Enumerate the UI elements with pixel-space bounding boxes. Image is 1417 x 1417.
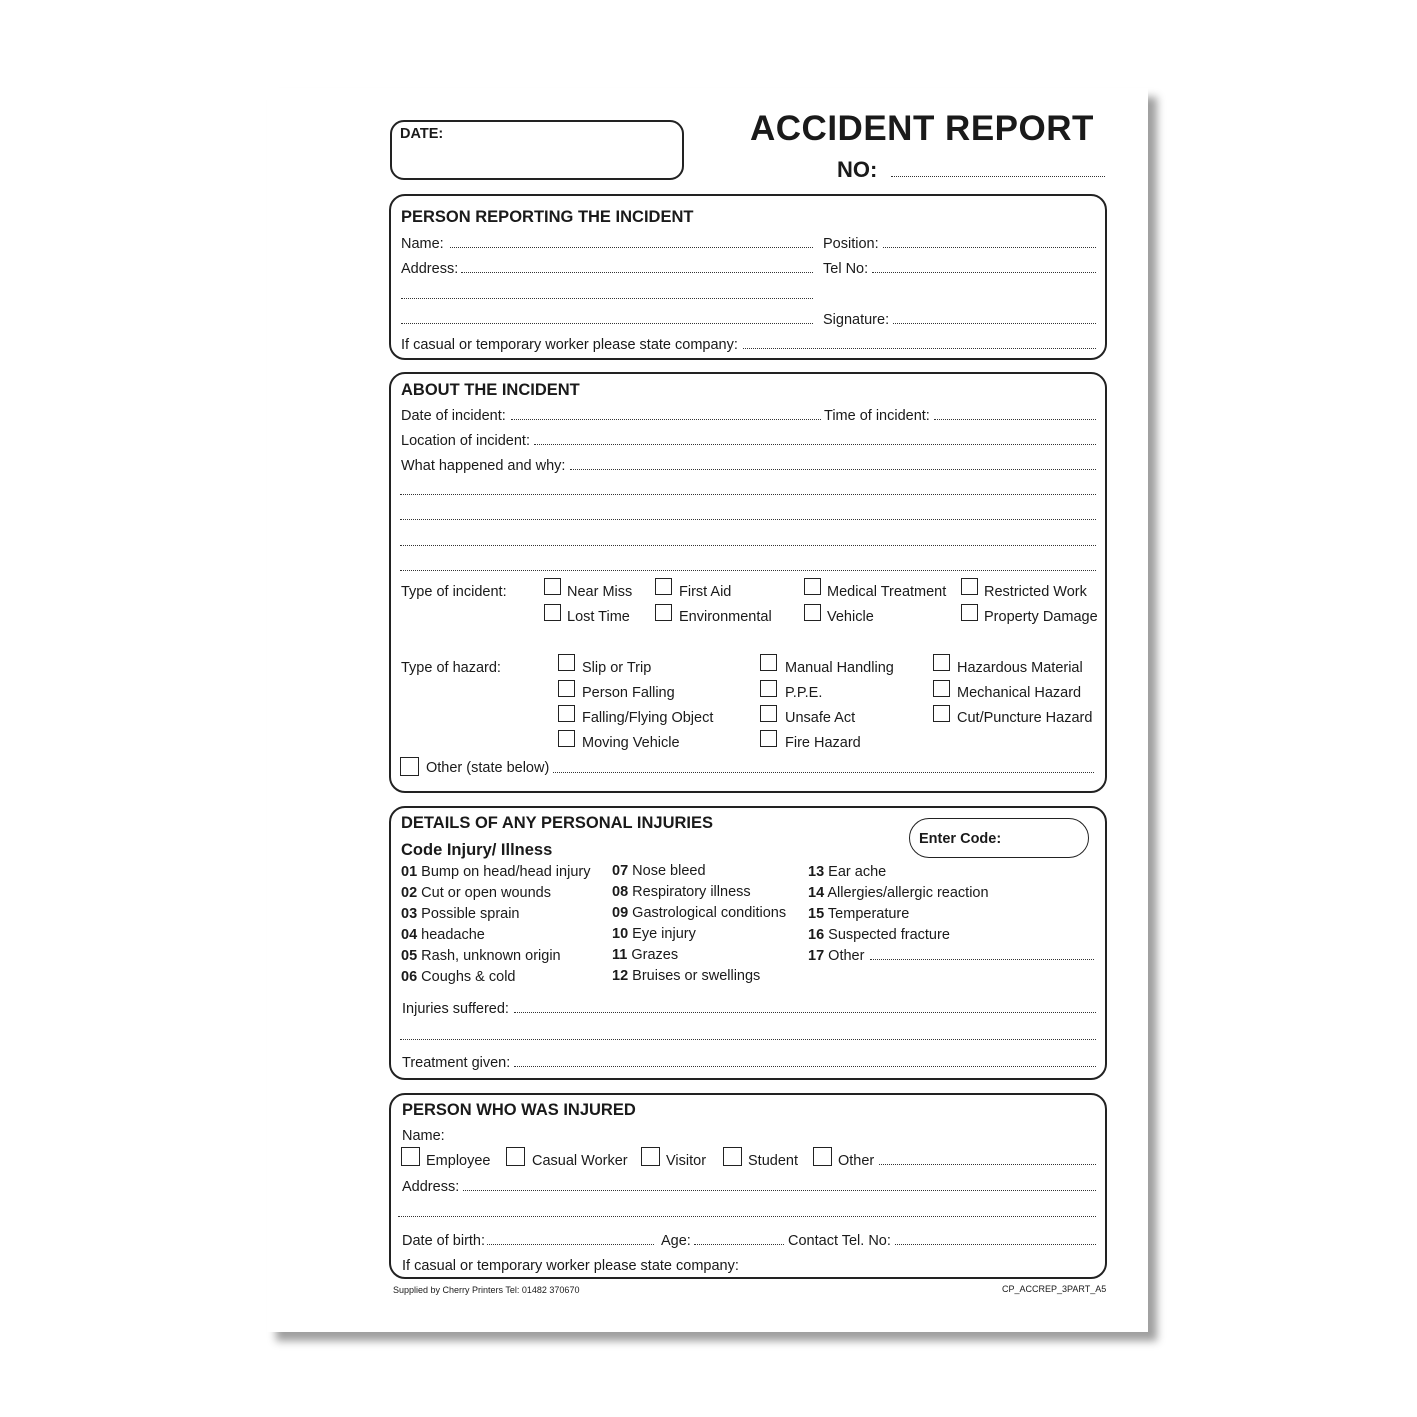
checkbox-environmental[interactable] bbox=[655, 604, 672, 621]
code-text: headache bbox=[421, 927, 485, 943]
option-environmental: Environmental bbox=[679, 609, 772, 625]
what-happened-field-4[interactable] bbox=[400, 545, 1096, 546]
code-item-13 bbox=[808, 864, 886, 880]
code-number: 11 bbox=[612, 947, 628, 963]
option-person-falling: Person Falling bbox=[582, 685, 675, 701]
option-casual-worker: Casual Worker bbox=[532, 1153, 628, 1169]
option-ppe: P.P.E. bbox=[785, 685, 823, 701]
code-text: Rash, unknown origin bbox=[421, 948, 561, 964]
reporter-tel-field[interactable] bbox=[872, 272, 1096, 273]
code-text: Allergies/allergic reaction bbox=[827, 885, 989, 901]
section-heading-person-injured: PERSON WHO WAS INJURED bbox=[402, 1101, 636, 1119]
dob-field[interactable] bbox=[487, 1244, 654, 1245]
code-text: Respiratory illness bbox=[632, 884, 751, 900]
checkbox-property-damage[interactable] bbox=[961, 604, 978, 621]
option-moving-vehicle: Moving Vehicle bbox=[582, 735, 680, 751]
code-item-09 bbox=[612, 905, 786, 921]
checkbox-other-person[interactable] bbox=[813, 1147, 832, 1166]
contact-tel-label: Contact Tel. No: bbox=[788, 1233, 891, 1249]
code-text: Bump on head/head injury bbox=[421, 864, 591, 880]
injuries-suffered-field-2[interactable] bbox=[400, 1039, 1096, 1040]
reporter-name-field[interactable] bbox=[450, 247, 813, 248]
code-item-02 bbox=[401, 885, 551, 901]
code-item-11 bbox=[612, 947, 678, 963]
checkbox-medical-treatment[interactable] bbox=[804, 578, 821, 595]
reporter-casual-label: If casual or temporary worker please state company: bbox=[401, 337, 738, 353]
checkbox-employee[interactable] bbox=[401, 1147, 420, 1166]
code-item-03 bbox=[401, 906, 520, 922]
option-medical-treatment: Medical Treatment bbox=[827, 584, 947, 600]
incident-location-field[interactable] bbox=[534, 444, 1096, 445]
checkbox-person-falling[interactable] bbox=[558, 680, 575, 697]
code-text: Possible sprain bbox=[421, 906, 520, 922]
checkbox-restricted-work[interactable] bbox=[961, 578, 978, 595]
option-employee: Employee bbox=[426, 1153, 491, 1169]
what-happened-field-2[interactable] bbox=[400, 494, 1096, 495]
other-person-field[interactable] bbox=[879, 1164, 1096, 1165]
code-item-05 bbox=[401, 948, 561, 964]
injured-address-label: Address: bbox=[402, 1179, 460, 1195]
code-number: 08 bbox=[612, 884, 629, 900]
code-text: Suspected fracture bbox=[828, 927, 950, 943]
checkbox-mechanical-hazard[interactable] bbox=[933, 680, 950, 697]
code-number: 07 bbox=[612, 863, 629, 879]
checkbox-fire-hazard[interactable] bbox=[760, 730, 777, 747]
reporter-casual-field[interactable] bbox=[743, 348, 1096, 349]
checkbox-slip-or-trip[interactable] bbox=[558, 654, 575, 671]
incident-date-label: Date of incident: bbox=[401, 408, 506, 424]
incident-time-label: Time of incident: bbox=[824, 408, 930, 424]
injured-address-field-1[interactable] bbox=[463, 1190, 1096, 1191]
reporter-address-field-3[interactable] bbox=[401, 323, 813, 324]
reporter-position-label: Position: bbox=[823, 236, 879, 252]
code-number: 04 bbox=[401, 927, 418, 943]
code-text: Other bbox=[828, 948, 865, 964]
code-text: Eye injury bbox=[632, 926, 696, 942]
what-happened-field-5[interactable] bbox=[400, 570, 1096, 571]
option-visitor: Visitor bbox=[666, 1153, 707, 1169]
option-manual-handling: Manual Handling bbox=[785, 660, 894, 676]
checkbox-unsafe-act[interactable] bbox=[760, 705, 777, 722]
option-mechanical-hazard: Mechanical Hazard bbox=[957, 685, 1082, 701]
code-text: Grazes bbox=[631, 947, 679, 963]
checkbox-visitor[interactable] bbox=[641, 1147, 660, 1166]
option-slip-or-trip: Slip or Trip bbox=[582, 660, 652, 676]
code-other-field[interactable] bbox=[870, 959, 1094, 960]
what-happened-field-3[interactable] bbox=[400, 519, 1096, 520]
code-text: Bruises or swellings bbox=[632, 968, 761, 984]
checkbox-ppe[interactable] bbox=[760, 680, 777, 697]
reporter-address-field-1[interactable] bbox=[461, 272, 813, 273]
code-number: 10 bbox=[612, 926, 629, 942]
enter-code-label: Enter Code: bbox=[919, 831, 1002, 847]
checkbox-near-miss[interactable] bbox=[544, 578, 561, 595]
code-text: Temperature bbox=[827, 906, 910, 922]
dob-label: Date of birth: bbox=[402, 1233, 486, 1249]
age-field[interactable] bbox=[694, 1244, 784, 1245]
hazard-type-label: Type of hazard: bbox=[401, 660, 501, 676]
option-restricted-work: Restricted Work bbox=[984, 584, 1087, 600]
checkbox-moving-vehicle[interactable] bbox=[558, 730, 575, 747]
code-item-15 bbox=[808, 906, 909, 922]
code-item-12 bbox=[612, 968, 760, 984]
checkbox-casual-worker[interactable] bbox=[506, 1147, 525, 1166]
code-number: 02 bbox=[401, 885, 418, 901]
option-falling-flying-object: Falling/Flying Object bbox=[582, 710, 714, 726]
code-item-01 bbox=[401, 864, 590, 880]
incident-time-field[interactable] bbox=[934, 419, 1096, 420]
option-student: Student bbox=[748, 1153, 798, 1169]
option-lost-time: Lost Time bbox=[567, 609, 630, 625]
code-text: Coughs & cold bbox=[421, 969, 516, 985]
code-text: Cut or open wounds bbox=[421, 885, 551, 901]
checkbox-first-aid[interactable] bbox=[655, 578, 672, 595]
code-number: 17 bbox=[808, 948, 825, 964]
code-item-16 bbox=[808, 927, 950, 943]
checkbox-manual-handling[interactable] bbox=[760, 654, 777, 671]
code-number: 06 bbox=[401, 969, 418, 985]
injuries-suffered-field-1[interactable] bbox=[514, 1012, 1096, 1013]
code-item-10 bbox=[612, 926, 696, 942]
date-label: DATE: bbox=[400, 126, 444, 142]
checkbox-vehicle[interactable] bbox=[804, 604, 821, 621]
code-number: 16 bbox=[808, 927, 825, 943]
injured-name-label: Name: bbox=[402, 1128, 445, 1144]
product-code: CP_ACCREP_3PART_A5 bbox=[1002, 1284, 1107, 1294]
checkbox-student[interactable] bbox=[723, 1147, 742, 1166]
reporter-position-field[interactable] bbox=[883, 247, 1096, 248]
incident-type-label: Type of incident: bbox=[401, 584, 507, 600]
checkbox-hazardous-material[interactable] bbox=[933, 654, 950, 671]
code-text: Nose bleed bbox=[632, 863, 706, 879]
option-first-aid: First Aid bbox=[679, 584, 732, 600]
injured-address-field-2[interactable] bbox=[398, 1216, 1096, 1217]
code-number: 01 bbox=[401, 864, 418, 880]
injuries-suffered-label: Injuries suffered: bbox=[402, 1001, 509, 1017]
reporter-address-field-2[interactable] bbox=[401, 298, 813, 299]
option-near-miss: Near Miss bbox=[567, 584, 633, 600]
form-title: ACCIDENT REPORT bbox=[750, 109, 1094, 148]
code-text: Ear ache bbox=[828, 864, 887, 880]
incident-date-field[interactable] bbox=[511, 419, 821, 420]
code-text: Gastrological conditions bbox=[632, 905, 787, 921]
option-cut-puncture-hazard: Cut/Puncture Hazard bbox=[957, 710, 1093, 726]
report-number-field[interactable] bbox=[891, 176, 1105, 177]
treatment-given-label: Treatment given: bbox=[402, 1055, 511, 1071]
code-number: 03 bbox=[401, 906, 418, 922]
checkbox-lost-time[interactable] bbox=[544, 604, 561, 621]
reporter-tel-label: Tel No: bbox=[823, 261, 869, 277]
option-fire-hazard: Fire Hazard bbox=[785, 735, 861, 751]
code-number: 13 bbox=[808, 864, 825, 880]
code-item-07 bbox=[612, 863, 706, 879]
code-number: 09 bbox=[612, 905, 629, 921]
reporter-signature-field[interactable] bbox=[893, 323, 1096, 324]
treatment-given-field[interactable] bbox=[514, 1066, 1096, 1067]
option-property-damage: Property Damage bbox=[984, 609, 1098, 625]
section-heading-personal-injuries: DETAILS OF ANY PERSONAL INJURIES bbox=[401, 814, 714, 832]
code-number: 15 bbox=[808, 906, 825, 922]
option-hazardous-material: Hazardous Material bbox=[957, 660, 1083, 676]
reporter-signature-label: Signature: bbox=[823, 312, 890, 328]
section-person-injured bbox=[389, 1093, 1107, 1279]
option-unsafe-act: Unsafe Act bbox=[785, 710, 856, 726]
section-heading-person-reporting: PERSON REPORTING THE INCIDENT bbox=[401, 208, 694, 226]
contact-tel-field[interactable] bbox=[895, 1244, 1096, 1245]
supplier-note: Supplied by Cherry Printers Tel: 01482 370670 bbox=[393, 1285, 580, 1295]
code-number: 12 bbox=[612, 968, 629, 984]
what-happened-field-1[interactable] bbox=[570, 469, 1096, 470]
injured-casual-label: If casual or temporary worker please state company: bbox=[402, 1258, 739, 1274]
section-heading-about-incident: ABOUT THE INCIDENT bbox=[401, 381, 580, 399]
checkbox-falling-flying-object[interactable] bbox=[558, 705, 575, 722]
code-item-06 bbox=[401, 969, 515, 985]
code-item-04 bbox=[401, 927, 485, 943]
option-vehicle: Vehicle bbox=[827, 609, 874, 625]
code-number: 05 bbox=[401, 948, 418, 964]
report-number-label: NO: bbox=[837, 157, 878, 182]
checkbox-cut-puncture-hazard[interactable] bbox=[933, 705, 950, 722]
other-hazard-field[interactable] bbox=[553, 772, 1094, 773]
checkbox-other-hazard[interactable] bbox=[400, 757, 419, 776]
what-happened-label: What happened and why: bbox=[401, 458, 566, 474]
reporter-name-label: Name: bbox=[401, 236, 444, 252]
option-other-hazard: Other (state below) bbox=[426, 760, 550, 776]
incident-location-label: Location of incident: bbox=[401, 433, 530, 449]
code-number: 14 bbox=[808, 885, 825, 901]
option-other-person: Other bbox=[838, 1153, 875, 1169]
code-item-14 bbox=[808, 885, 989, 901]
age-label: Age: bbox=[661, 1233, 691, 1249]
code-item-08 bbox=[612, 884, 751, 900]
code-heading: Code Injury/ Illness bbox=[401, 841, 553, 859]
code-item-17 bbox=[808, 948, 864, 964]
reporter-address-label: Address: bbox=[401, 261, 459, 277]
